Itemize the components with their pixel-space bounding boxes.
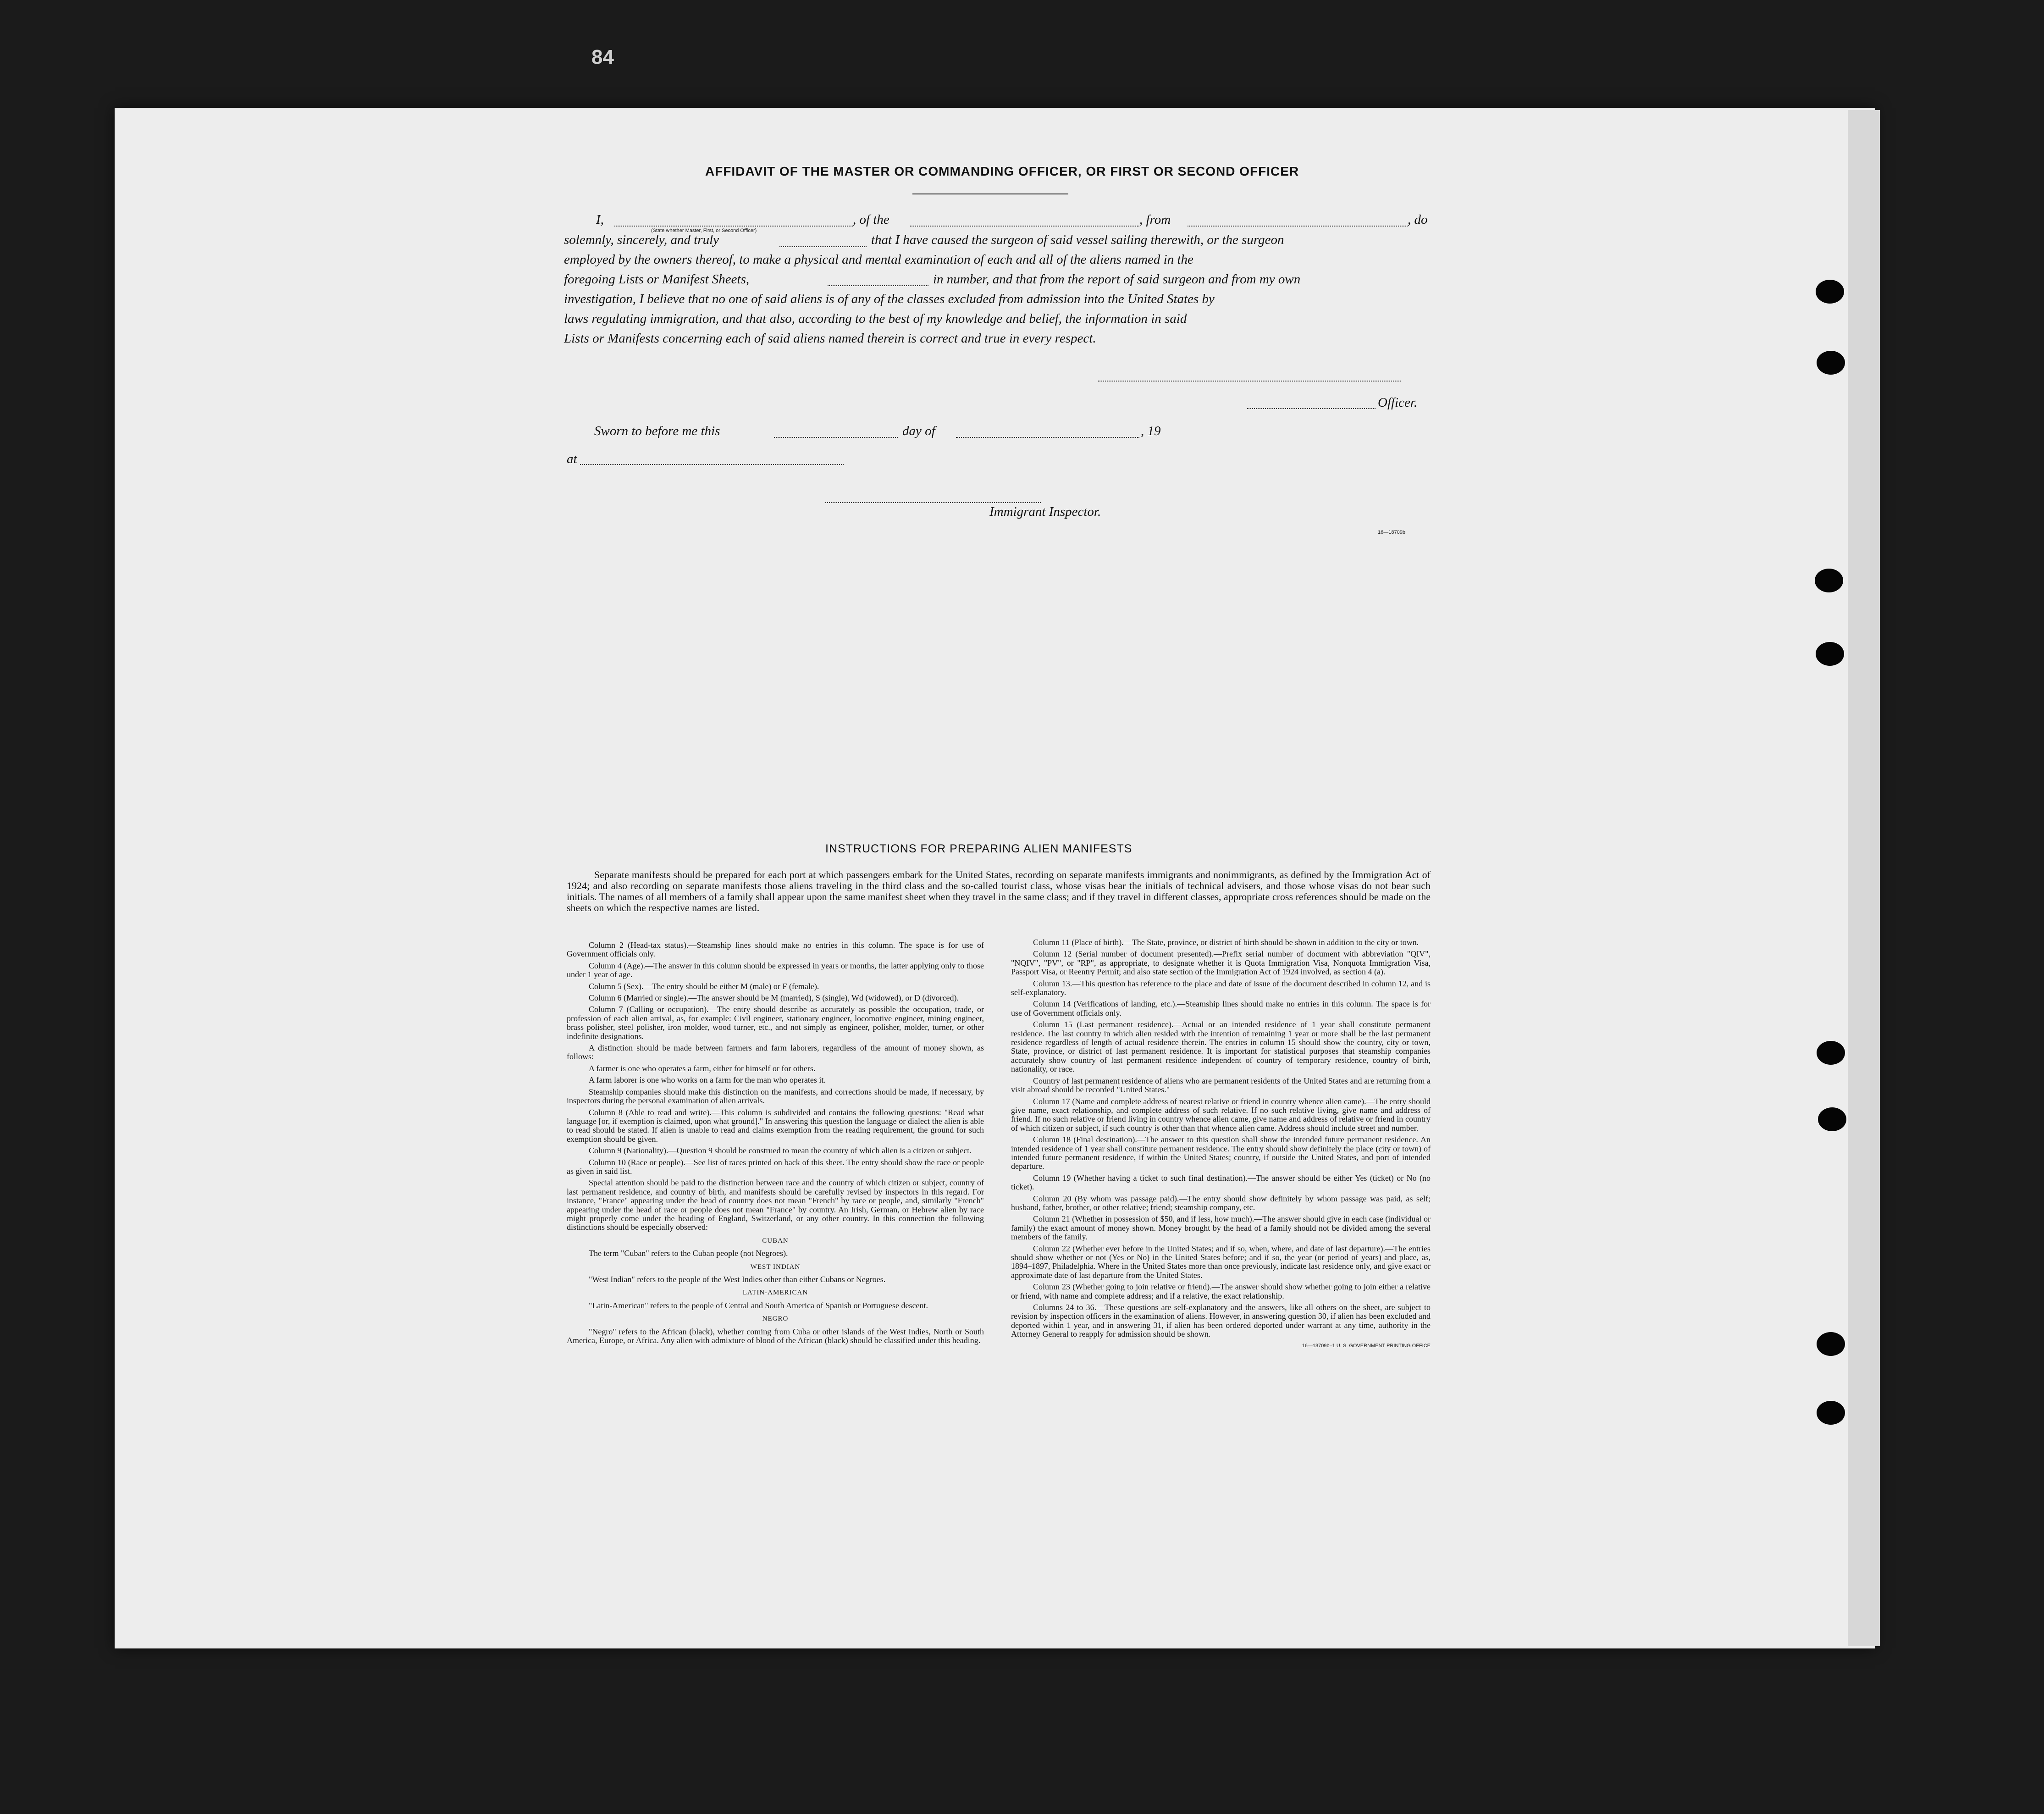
race-heading-latin-american: LATIN-AMERICAN: [742, 1289, 808, 1297]
affidavit-i: I,: [596, 212, 604, 227]
affidavit-do: , do: [1408, 212, 1428, 227]
sworn-place-field[interactable]: [580, 464, 844, 465]
sworn-day-of: day of: [902, 424, 935, 438]
race-note-west-indian: "West Indian" refers to the people of the West Indies other than either Cubans or Negroes.: [589, 1275, 886, 1284]
instruction-last-residence: Country of last permanent residence of aliens who are permanent residents of the United States and are returning from a visit abroad should be recorded "United States.": [1011, 1076, 1431, 1095]
instructions-left-column: [567, 941, 984, 1348]
instruction-col-15: Column 15 (Last permanent residence).—Actual or an intended residence of 1 year shall constitute permanent residence. The last country in which alien resided with the intention of remaining 1 year or more shall be the last permanent residence regardless of length of actual residence therein. The entries in column 15 should show the country, city or town, State, province, or district of last permanent residence. It is important for statistical purposes that steamship companies accurately show country of last permanent residence independent of country of temporary residence, country of birth, nationality, or race.: [1011, 1020, 1431, 1074]
instructions-intro: Separate manifests should be prepared for each port at which passengers embark for the United States, recording on separate manifests immigrants and nonimmigrants, as defined by the Immigration Act of 1924; and also recording on separate manifests those aliens traveling in the third class and the so-called tourist class, whose visas bear the initials of technical advisers, and those whose visas do not bear such initials. The names of all members of a family shall appear upon the same manifest sheet when they travel in the same class; and if they travel in different classes, appropriate cross references should be made on the sheets on which the respective names are listed.: [567, 869, 1431, 913]
instruction-col-7: Column 7 (Calling or occupation).—The entry should describe as accurately as possible the occupation, trade, or profession of each alien arrival, as, for example: Civil engineer, stationary engineer, locomotive engineer, mining engineer, brass polisher, steel polisher, iron molder, wood turner, etc., and not simply as engineer, polisher, molder, turner, or other indefinite designations.: [567, 1005, 984, 1041]
instruction-col-19: Column 19 (Whether having a ticket to such final destination).—The answer should be either Yes (ticket) or No (no ticket).: [1011, 1173, 1431, 1192]
instruction-col-21: Column 21 (Whether in possession of $50, and if less, how much).—The answer should give in each case (individual or family) the exact amount of money shown. Money brought by the head of a family should not be divided among the several members of the family.: [1011, 1214, 1431, 1242]
instruction-col-13: Column 13.—This question has reference to the place and date of issue of the document described in column 12, and is self-explanatory.: [1011, 979, 1431, 997]
sheet-count-field[interactable]: [828, 285, 928, 286]
affidavit-line-6: laws regulating immigration, and that also, according to the best of my knowledge and belief, the information in said: [564, 311, 1187, 326]
port-from-field[interactable]: [1188, 226, 1408, 227]
oath-type-field[interactable]: [779, 246, 867, 247]
sworn-day-field[interactable]: [774, 437, 898, 438]
affidavit-form-number: 16—18709b: [1378, 530, 1405, 535]
instruction-col-11: Column 11 (Place of birth).—The State, province, or district of birth should be shown in addition to the city or town.: [1033, 938, 1419, 947]
inspector-signature-field[interactable]: [825, 502, 1041, 503]
officer-label: Officer.: [1378, 395, 1418, 410]
instruction-col-10: Column 10 (Race or people).—See list of races printed on back of this sheet. The entry should show the race or people as given in said list.: [567, 1157, 984, 1176]
affidavit-of-the: , of the: [853, 212, 889, 227]
officer-signature-field-2[interactable]: [1247, 408, 1376, 409]
officer-signature-field[interactable]: [1098, 381, 1401, 382]
sworn-year: , 19: [1141, 424, 1161, 438]
instruction-col-4: Column 4 (Age).—The answer in this column should be expressed in years or months, the latter applying only to those under 1 year of age.: [567, 961, 984, 979]
binder-hole: [1815, 569, 1843, 592]
instruction-farmer: A farmer is one who operates a farm, either for himself or for others.: [589, 1063, 816, 1073]
affidavit-from: , from: [1139, 212, 1171, 227]
instruction-col-18: Column 18 (Final destination).—The answer to this question shall show the intended future permanent residence. An intended residence of 1 year shall constitute permanent residence. The entry should show definitely the place (city or town) of intended future permanent residence, if within the United States; country, if outside the United States, and port of intended departure.: [1011, 1135, 1431, 1171]
instruction-col-24-36: Columns 24 to 36.—These questions are self-explanatory and the answers, like all others on the sheet, are subject to revision by inspection officers in the examination of aliens. However, in answering question 30, if alien has been excluded and deported within 1 year, and in answering 31, if alien has been ordered deported under warrant at any time, authority in the Attorney General to reapply for admission should be shown.: [1011, 1303, 1431, 1339]
sworn-prefix: Sworn to before me this: [594, 424, 720, 438]
affidavit-line-2a: solemnly, sincerely, and truly: [564, 232, 719, 247]
instruction-col-9: Column 9 (Nationality).—Question 9 should be construed to mean the country of which alien is a citizen or subject.: [589, 1146, 972, 1156]
instructions-footer: 16—18709b–1 U. S. GOVERNMENT PRINTING OFFICE: [1302, 1343, 1431, 1349]
instruction-col-23: Column 23 (Whether going to join relative or friend).—The answer should show whether going to join either a relative or friend, with name and complete address; and if a relative, the exact relationship.: [1011, 1282, 1431, 1300]
officer-rank-field[interactable]: [614, 226, 853, 227]
inspector-label: Immigrant Inspector.: [989, 504, 1101, 519]
sworn-at: at: [567, 452, 577, 466]
officer-rank-note: (State whether Master, First, or Second Officer): [651, 228, 757, 233]
binder-hole: [1817, 351, 1845, 375]
affidavit-line-4b: in number, and that from the report of said surgeon and from my own: [933, 272, 1301, 287]
instruction-farm-distinction: A distinction should be made between farmers and farm laborers, regardless of the amount of money shown, as follows:: [567, 1043, 984, 1062]
instruction-col-5: Column 5 (Sex).—The entry should be either M (male) or F (female).: [589, 981, 819, 991]
affidavit-line-5: investigation, I believe that no one of said aliens is of any of the classes excluded from admission into the United States by: [564, 292, 1215, 306]
instruction-col-20: Column 20 (By whom was passage paid).—The entry should show definitely by whom passage was paid, as self; husband, father, brother, or other relative; friend; steamship company, etc.: [1011, 1194, 1431, 1212]
race-heading-west-indian: WEST INDIAN: [750, 1263, 801, 1271]
vessel-name-field[interactable]: [910, 226, 1139, 227]
affidavit-line-4a: foregoing Lists or Manifest Sheets,: [564, 272, 750, 287]
binder-hole: [1816, 642, 1844, 666]
instruction-steamship-distinction: Steamship companies should make this distinction on the manifests, and corrections should be made, if necessary, by inspectors during the personal examination of alien arrivals.: [567, 1087, 984, 1106]
race-note-cuban: The term "Cuban" refers to the Cuban people (not Negroes).: [589, 1249, 788, 1258]
binder-hole: [1817, 1041, 1845, 1065]
instruction-col-2: Column 2 (Head-tax status).—Steamship lines should make no entries in this column. The space is for use of Government officials only.: [567, 940, 984, 959]
affidavit-line-7: Lists or Manifests concerning each of said aliens named therein is correct and true in every respect.: [564, 331, 1096, 346]
race-note-negro: "Negro" refers to the African (black), whether coming from Cuba or other islands of the West Indies, North or South America, Europe, or Africa. Any alien with admixture of blood of the African (black) should be classified under this heading.: [567, 1327, 984, 1345]
affidavit-line-3: employed by the owners thereof, to make a physical and mental examination of each and all of the aliens named in the: [564, 252, 1193, 267]
instructions-title: INSTRUCTIONS FOR PREPARING ALIEN MANIFESTS: [825, 842, 1132, 855]
instructions-right-column: [1011, 938, 1431, 1350]
instruction-farm-laborer: A farm laborer is one who works on a farm for the man who operates it.: [589, 1075, 826, 1085]
instruction-col-12: Column 12 (Serial number of document presented).—Prefix serial number of document with abbreviation "QIV", "NQIV", "PV", or "RP", as appropriate, to designate whether it is Quota Immigration Visa, Nonquota Immigration Visa, Passport Visa, or Reentry Permit; and also state section of the Immigration Act of 1924 involved, as section 4 (a).: [1011, 949, 1431, 977]
instruction-race-attention: Special attention should be paid to the distinction between race and the country of which citizen or subject, country of last permanent residence, and country of birth, and manifests should be carefully revised by inspectors in this regard. For instance, "France" appearing under the head of country does not mean "French" by race or people, and, similarly "French" appearing under the head of race or people does not mean "France" by country. An Irish, German, or Hebrew alien by race might properly come under the heading of England, Switzerland, or any other country. In this connection the following distinctions should be especially observed:: [567, 1178, 984, 1232]
binder-hole: [1817, 1401, 1845, 1425]
race-note-latin-american: "Latin-American" refers to the people of Central and South America of Spanish or Portuguese descent.: [589, 1300, 928, 1310]
sheet-edge-shadow: [1848, 110, 1880, 1646]
race-heading-negro: NEGRO: [762, 1315, 789, 1323]
frame-corner-mark: 84: [591, 46, 614, 68]
affidavit-line-2b: that I have caused the surgeon of said vessel sailing therewith, or the surgeon: [871, 232, 1284, 247]
instruction-col-22: Column 22 (Whether ever before in the United States; and if so, when, where, and date of last departure).—The entries should show whether or not (Yes or No) in the United States before; and if so, the year (or period of years) and place, as, 1894–1897, Philadelphia. Where in the United States more than once previously, indicate last residence only, and give exact or approximate date of last departure from the United States.: [1011, 1244, 1431, 1280]
instruction-col-8: Column 8 (Able to read and write).—This column is subdivided and contains the following questions: "Read what language [or, if exemption is claimed, upon what ground]." In answering this question the language or dialect the alien is able to read should be stated. If alien is unable to read and claims exemption from the reading requirement, the ground for such exemption should be given.: [567, 1107, 984, 1144]
instruction-col-6: Column 6 (Married or single).—The answer should be M (married), S (single), Wd (widowed), or D (divorced).: [589, 993, 959, 1003]
sworn-month-field[interactable]: [956, 437, 1139, 438]
instruction-col-14: Column 14 (Verifications of landing, etc.).—Steamship lines should make no entries in this column. The space is for use of Government officials only.: [1011, 999, 1431, 1018]
binder-hole: [1818, 1107, 1846, 1131]
race-heading-cuban: CUBAN: [762, 1237, 789, 1244]
binder-hole: [1816, 280, 1844, 304]
affidavit-title: AFFIDAVIT OF THE MASTER OR COMMANDING OFFICER, OR FIRST OR SECOND OFFICER: [705, 164, 1299, 178]
binder-hole: [1817, 1332, 1845, 1356]
instruction-col-17: Column 17 (Name and complete address of nearest relative or friend in country whence alien came).—The entry should give name, exact relationship, and complete address of such relative. If no such relative living, give name and address of friend. If no such relative or friend living in country whence alien came, give name and address of relative or friend in country of which citizen or subject, if such country is other than that whence alien came. Address should include street and number.: [1011, 1096, 1431, 1133]
